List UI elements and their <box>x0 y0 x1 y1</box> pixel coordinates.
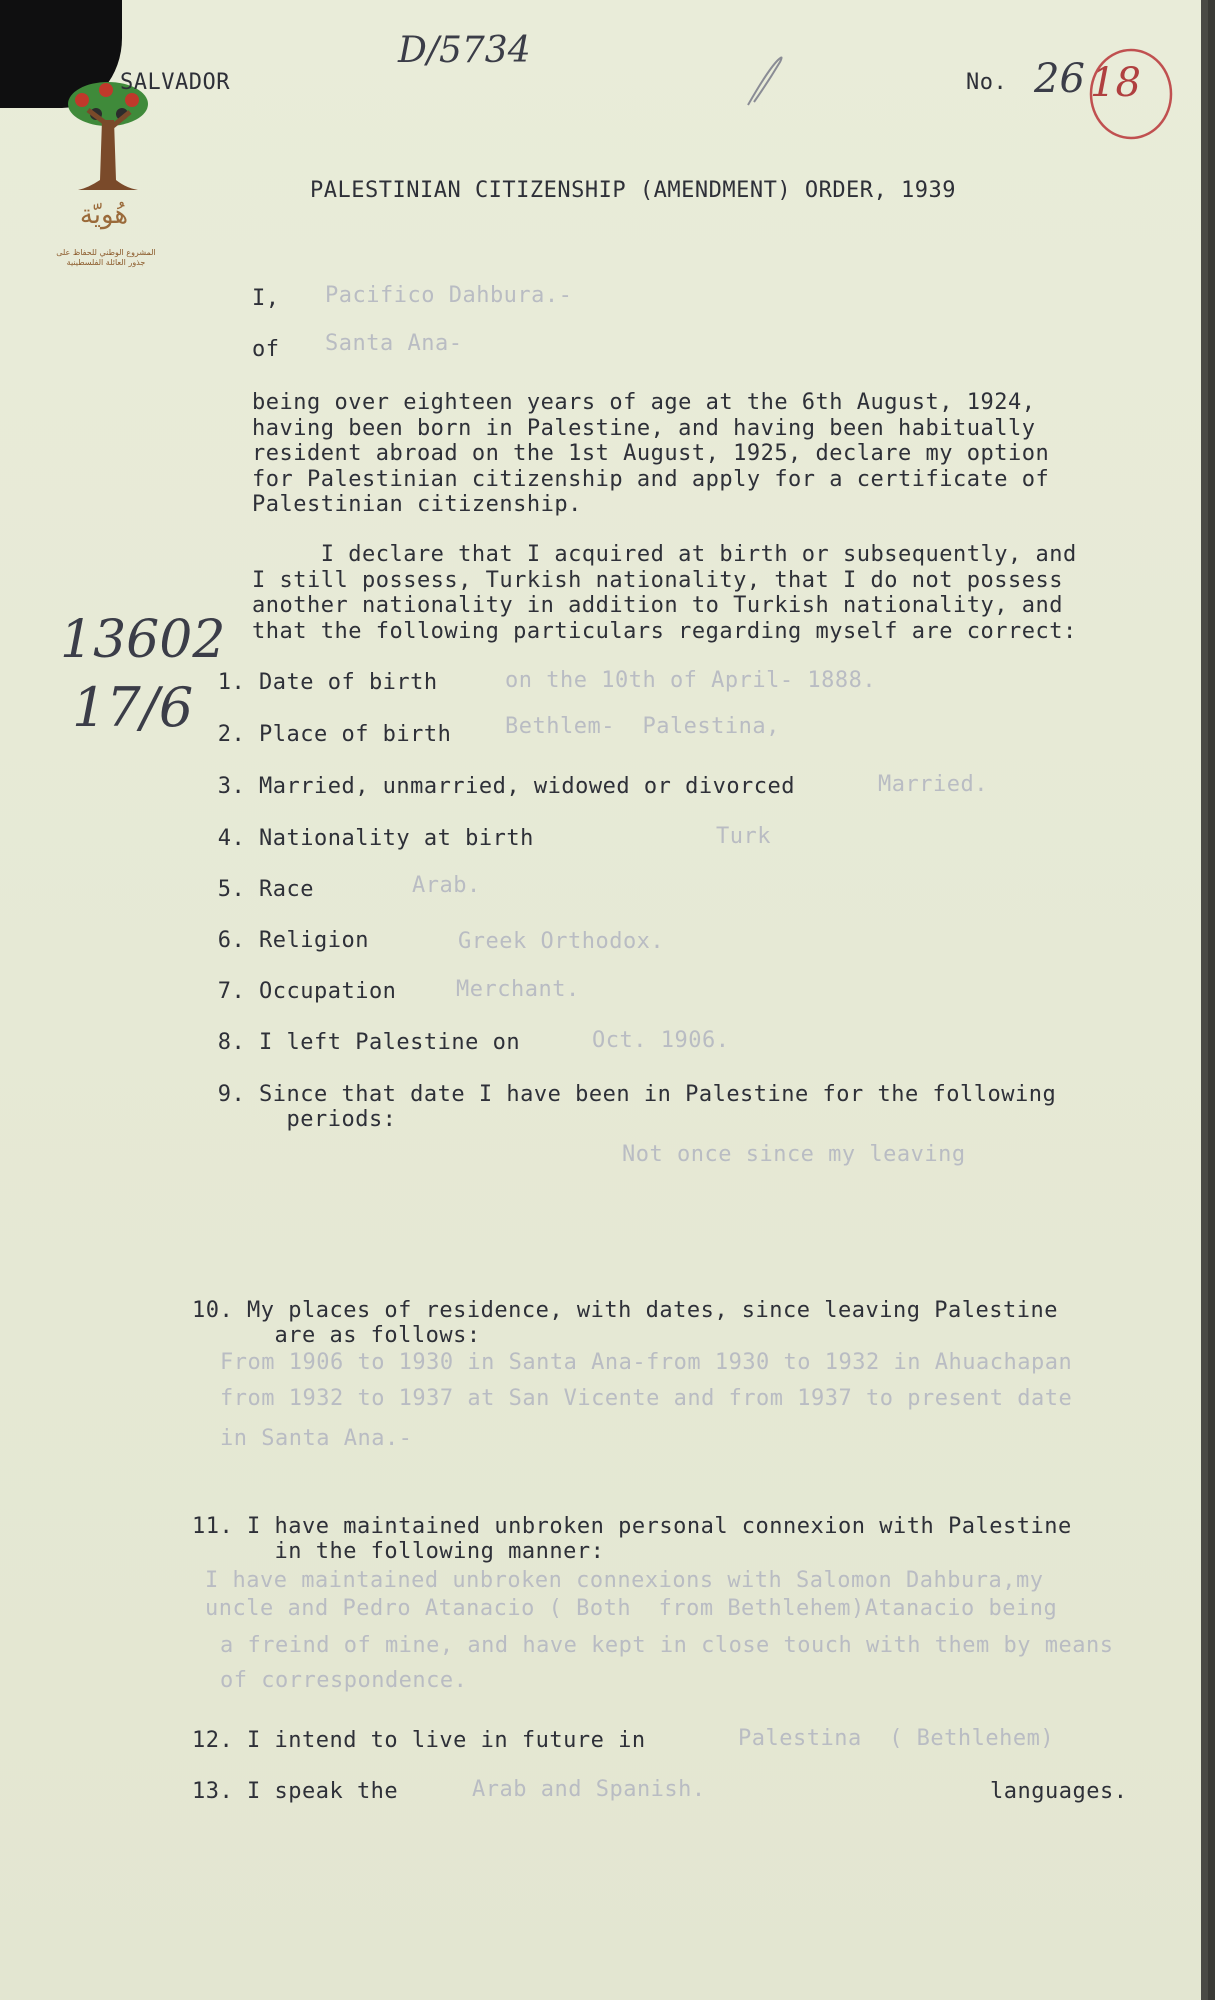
item-9-label: 9. Since that date I have been in Palestine for the following periods: <box>217 1082 1057 1132</box>
item-13-value: Arab and Spanish. <box>472 1777 706 1802</box>
logo-wordmark: هُويّة <box>79 200 129 230</box>
item-12-label: 12. I intend to live in future in <box>192 1728 646 1753</box>
item-1-value: on the 10th of April- 1888. <box>505 668 877 693</box>
item-8-label: 8. I left Palestine on <box>204 1030 521 1055</box>
margin-handwritten-number: 13602 <box>60 610 226 670</box>
item-10-value-line3: in Santa Ana.- <box>220 1426 413 1451</box>
item-3-label: 3. Married, unmarried, widowed or divorced <box>204 774 796 799</box>
item-2-label: 2. Place of birth <box>204 722 452 747</box>
item-13-label: 13. I speak the <box>192 1779 399 1804</box>
logo-caption-line1: المشروع الوطني للحفاظ على <box>56 248 156 257</box>
document-title: PALESTINIAN CITIZENSHIP (AMENDMENT) ORDER, 1939 <box>310 178 957 203</box>
logo-caption-line2: جذور العائلة الفلسطينية <box>66 258 146 267</box>
nationality-paragraph: I declare that I acquired at birth or subsequently, and I still possess, Turkish nationality, that I do not possess another nationality in addition to Turkish nationality, and that the following particulars regarding myself are correct: <box>252 542 1077 644</box>
logo-caption <box>46 248 166 268</box>
item-5-label: 5. Race <box>204 877 314 902</box>
declaration-paragraph: being over eighteen years of age at the 6th August, 1924, having been born in Palestine, and having been habitually resident abroad on the 1st August, 1925, declare my option for Palestinian citizenship and apply for a certificate of Palestinian citizenship. <box>252 390 1050 517</box>
item-11-value-line4: of correspondence. <box>220 1668 468 1693</box>
page-edge <box>1201 0 1208 2000</box>
declarant-place: Santa Ana- <box>325 331 463 356</box>
item-3-value: Married. <box>878 772 988 797</box>
circled-number: 18 <box>1090 60 1141 106</box>
item-5-value: Arab. <box>412 873 481 898</box>
item-10-value-line1: From 1906 to 1930 in Santa Ana-from 1930 to 1932 in Ahuachapan <box>220 1350 1073 1375</box>
item-2-value: Bethlem- Palestina, <box>505 714 780 739</box>
item-10-value-line2: from 1932 to 1937 at San Vicente and from 1937 to present date <box>220 1386 1073 1411</box>
item-9-value: Not once since my leaving <box>622 1142 966 1167</box>
declarant-name: Pacifico Dahbura.- <box>325 283 573 308</box>
item-10-label: 10. My places of residence, with dates, since leaving Palestine are as follows: <box>192 1298 1058 1348</box>
item-7-value: Merchant. <box>456 977 580 1002</box>
item-11-label: 11. I have maintained unbroken personal connexion with Palestine in the following manner: <box>192 1514 1072 1564</box>
country-label: SALVADOR <box>120 70 230 95</box>
handwritten-number: 26 <box>1034 56 1085 102</box>
item-11-value-line1: I have maintained unbroken connexions with Salomon Dahbura,my <box>205 1568 1044 1593</box>
handwritten-reference: D/5734 <box>398 30 531 71</box>
item-6-label: 6. Religion <box>204 928 369 953</box>
item-8-value: Oct. 1906. <box>592 1028 730 1053</box>
number-label: No. <box>966 70 1008 95</box>
item-12-value: Palestina ( Bethlehem) <box>738 1726 1055 1751</box>
red-circle-mark-icon <box>1076 36 1186 146</box>
item-6-value: Greek Orthodox. <box>458 929 665 954</box>
item-1-label: 1. Date of birth <box>204 670 438 695</box>
item-13-suffix: languages. <box>990 1779 1128 1804</box>
item-4-value: Turk <box>716 824 771 849</box>
item-11-value-line2: uncle and Pedro Atanacio ( Both from Bethlehem)Atanacio being <box>205 1596 1058 1621</box>
of-label: of <box>252 337 280 362</box>
margin-handwritten-date: 17/6 <box>72 676 194 739</box>
item-11-value-line3: a freind of mine, and have kept in close touch with them by means <box>220 1633 1114 1658</box>
i-label: I, <box>252 286 280 311</box>
item-4-label: 4. Nationality at birth <box>204 826 534 851</box>
item-7-label: 7. Occupation <box>204 979 397 1004</box>
paperclip-mark-icon <box>738 50 788 110</box>
